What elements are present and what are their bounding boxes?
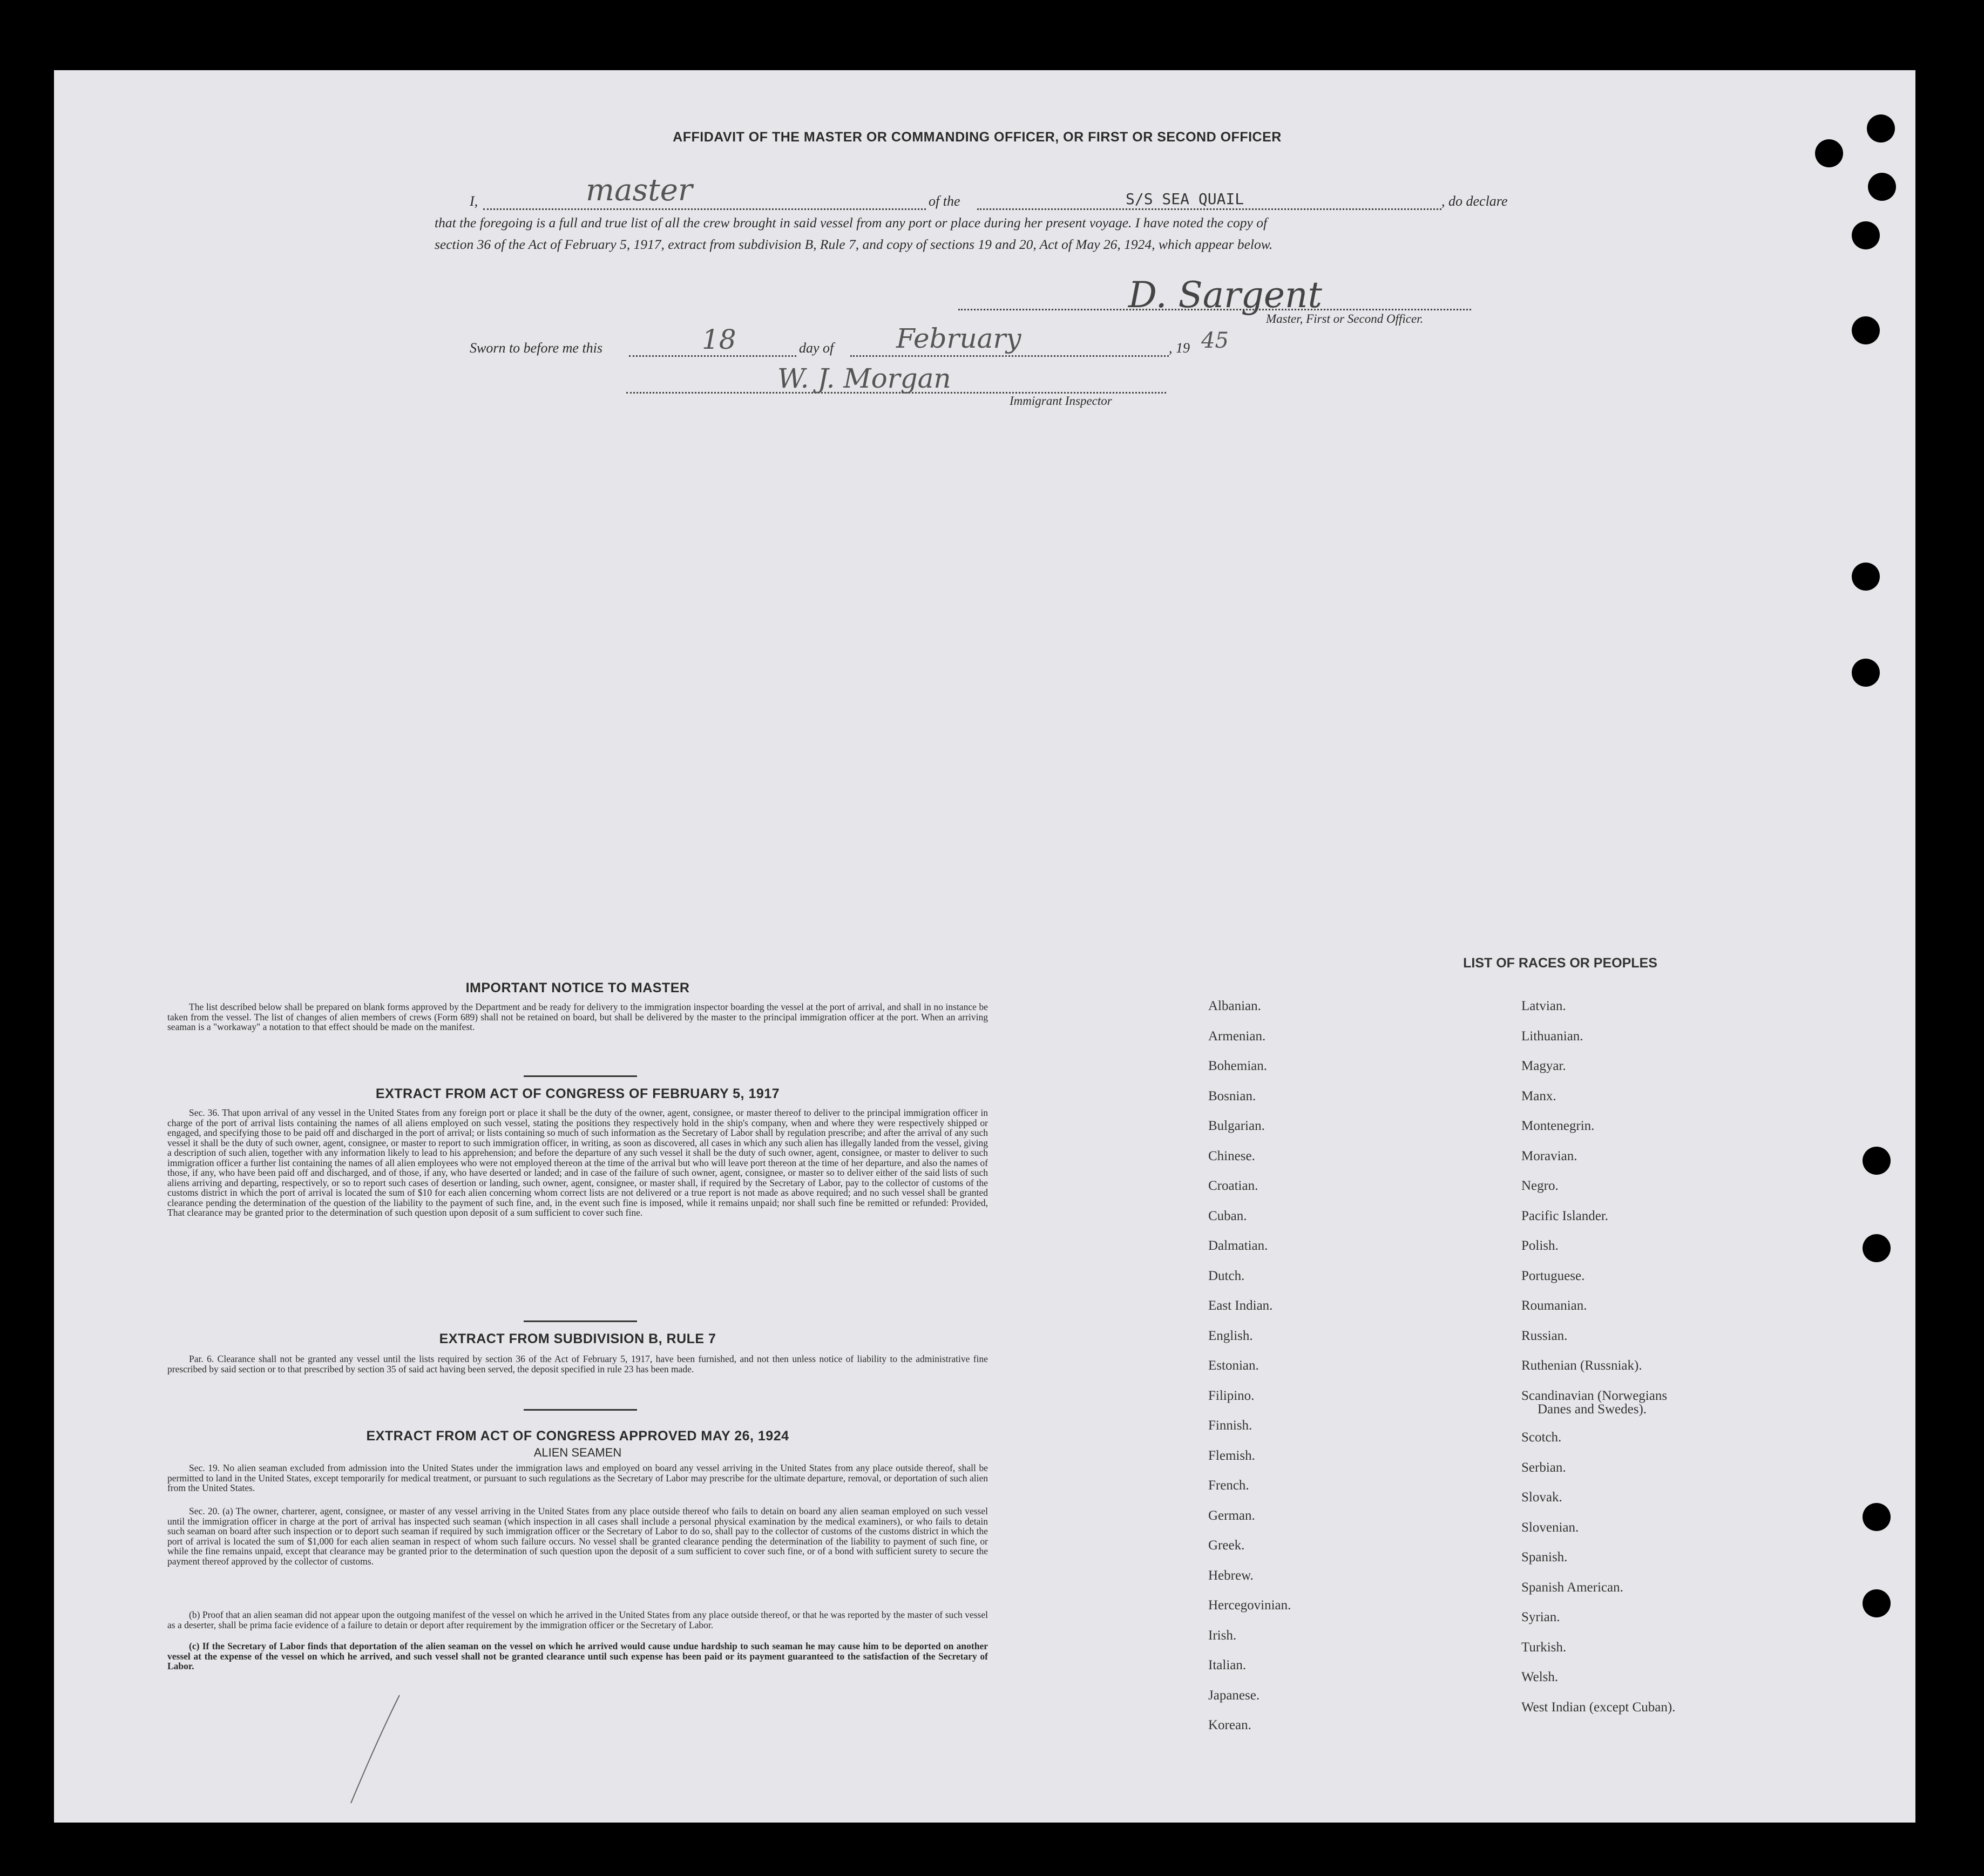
binder-hole xyxy=(1867,114,1895,143)
binder-hole xyxy=(1868,173,1896,201)
race-item: Slovak. xyxy=(1521,1490,1562,1505)
binder-hole xyxy=(1863,1503,1891,1531)
affidavit-i-label: I, xyxy=(470,193,478,209)
binder-hole xyxy=(1863,1234,1891,1262)
divider xyxy=(524,1409,637,1411)
race-item: Negro. xyxy=(1521,1179,1559,1193)
race-item: Scandinavian (Norwegians xyxy=(1521,1388,1668,1403)
race-item: French. xyxy=(1208,1478,1249,1493)
binder-hole xyxy=(1815,139,1843,167)
year-prefix: , 19 xyxy=(1169,340,1190,356)
pencil-mark xyxy=(346,1690,410,1809)
sworn-day: 18 xyxy=(702,324,736,355)
sworn-year: 45 xyxy=(1201,328,1229,353)
race-item: West Indian (except Cuban). xyxy=(1521,1699,1676,1715)
notice-body: The list described below shall be prepared on blank forms approved by the Department and be ready for delivery to the immigration inspector boarding the vessel at the port of arrival, and shall in no instance be taken from the vessel. The list of changes of alien members of crews (Form 689) shall not be retained on board, but shall be delivered by the master to the principal immigration officer at the port. When an arriving seaman is a "workaway" a notation to that effect should be made on the manifest. xyxy=(167,1001,988,1032)
race-item: Moravian. xyxy=(1521,1148,1577,1163)
sec-19-body: Sec. 19. No alien seaman excluded from admission into the United States under the immigration laws and employed on board any vessel arriving in the United States from any place outside thereof, shall be permitted to land in the United States, except temporarily for medical treatment, or pursuant to such regulations as the Secretary of Labor may prescribe for the ultimate departure, removal, or deportation of such alien from the United States. xyxy=(167,1462,988,1493)
race-item: Portuguese. xyxy=(1521,1268,1585,1283)
sec-20c-body: (c) If the Secretary of Labor finds that deportation of the alien seaman on the vessel on which he arrived would cause undue hardship to such seaman he may cause him to be deported on another vessel at the expense of the vessel on which he arrived, and such vessel shall not be granted clearance until such expense has been paid or its payment guaranteed to the satisfaction of the Secretary of Labor. xyxy=(167,1641,988,1671)
binder-hole xyxy=(1863,1147,1891,1175)
race-item: Bulgarian. xyxy=(1208,1119,1265,1133)
race-item: Italian. xyxy=(1208,1658,1247,1672)
affidavit-line-2: that the foregoing is a full and true list of all the crew brought in said vessel from any port or place during her present voyage. I have noted the copy of xyxy=(435,215,1268,231)
race-item: Greek. xyxy=(1208,1538,1245,1553)
race-item: Spanish. xyxy=(1521,1550,1568,1565)
race-item: Dalmatian. xyxy=(1208,1238,1268,1253)
sworn-label: Sworn to before me this xyxy=(470,340,603,356)
vessel-name: S/S SEA QUAIL xyxy=(1126,190,1244,208)
extract-1924-title: EXTRACT FROM ACT OF CONGRESS APPROVED MAY 26, 1924 xyxy=(366,1428,789,1444)
race-item: Japanese. xyxy=(1208,1688,1260,1703)
master-signature: D. Sargent xyxy=(1128,274,1322,316)
race-item: Slovenian. xyxy=(1521,1520,1579,1535)
do-declare-label: , do declare xyxy=(1441,193,1508,209)
race-item: Estonian. xyxy=(1208,1358,1259,1373)
race-item: Montenegrin. xyxy=(1521,1119,1595,1133)
binder-hole xyxy=(1852,316,1880,344)
binder-hole xyxy=(1863,1589,1891,1617)
divider xyxy=(524,1075,637,1077)
rule-7-body: Par. 6. Clearance shall not be granted any vessel until the lists required by section 36 of the Act of February 5, 1917, have been furnished, and not then unless notice of liability to the administrative fine prescribed by said section or to that prescribed by section 35 of said act having been served, the deposit specified in rule 23 has been made. xyxy=(167,1353,988,1374)
sworn-month-line xyxy=(850,355,1169,357)
master-handwritten: master xyxy=(586,173,693,208)
race-item: Korean. xyxy=(1208,1718,1251,1732)
race-item: Syrian. xyxy=(1521,1610,1560,1624)
notice-title: IMPORTANT NOTICE TO MASTER xyxy=(465,980,690,995)
race-item: Danes and Swedes). xyxy=(1538,1402,1647,1417)
races-title: LIST OF RACES OR PEOPLES xyxy=(1463,956,1657,971)
race-item: Pacific Islander. xyxy=(1521,1208,1609,1223)
race-item: Spanish American. xyxy=(1521,1580,1623,1595)
race-item: Armenian. xyxy=(1208,1028,1266,1044)
race-item: Bosnian. xyxy=(1208,1088,1256,1103)
race-item: Russian. xyxy=(1521,1328,1568,1343)
race-item: Ruthenian (Russniak). xyxy=(1521,1358,1642,1373)
extract-1917-title: EXTRACT FROM ACT OF CONGRESS OF FEBRUARY 5, 1917 xyxy=(375,1086,780,1101)
sec-20b-body: (b) Proof that an alien seaman did not appear upon the outgoing manifest of the vessel on which he arrived in the United States from any place outside thereof, or that he was reported by the master of such vessel as a deserter, shall be prima facie evidence of a failure to detain or deport after requirement by the immigration officer or the Secretary of Labor. xyxy=(167,1609,988,1630)
affidavit-line-3: section 36 of the Act of February 5, 1917, extract from subdivision B, Rule 7, and copy of sections 19 and 20, Act of May 26, 1924, which appear below. xyxy=(435,236,1273,252)
race-item: East Indian. xyxy=(1208,1298,1273,1313)
race-item: Manx. xyxy=(1521,1088,1556,1103)
race-item: Scotch. xyxy=(1521,1430,1562,1445)
race-item: Turkish. xyxy=(1521,1640,1567,1655)
race-item: Roumanian. xyxy=(1521,1298,1587,1313)
race-item: Cuban. xyxy=(1208,1208,1247,1223)
rule-7-title: EXTRACT FROM SUBDIVISION B, RULE 7 xyxy=(439,1331,716,1346)
race-item: Bohemian. xyxy=(1208,1059,1268,1073)
affidavit-title: AFFIDAVIT OF THE MASTER OR COMMANDING OFFICER, OR FIRST OR SECOND OFFICER xyxy=(673,130,1282,145)
race-item: Croatian. xyxy=(1208,1179,1258,1193)
vessel-name-line xyxy=(977,208,1441,210)
race-item: English. xyxy=(1208,1328,1253,1343)
inspector-caption: Immigrant Inspector xyxy=(1010,394,1112,408)
race-item: Hebrew. xyxy=(1208,1568,1254,1583)
binder-hole xyxy=(1852,563,1880,591)
master-name-line xyxy=(483,208,926,210)
race-item: Lithuanian. xyxy=(1521,1028,1583,1044)
form-sheet xyxy=(54,70,1915,1823)
race-item: Magyar. xyxy=(1521,1059,1566,1073)
race-item: Flemish. xyxy=(1208,1448,1255,1463)
extract-1917-body: Sec. 36. That upon arrival of any vessel in the United States from any foreign port or place it shall be the duty of the owner, agent, consignee, or master thereof to deliver to the principal immigration officer in charge of the port of arrival lists containing the names of all aliens employed on such vessel, stating the positions they respectively hold in the ship's company, when and where they were respectively shipped or engaged, and specifying those to be paid off and discharged in the port of arrival; or lists containing so much of such information as the Secretary of Labor shall by regulation prescribe; and after the arrival of any such vessel it shall be the duty of such owner, agent, consignee, or master to report to such immigration officer, in writing, as soon as discovered, all cases in which any such alien has illegally landed from the vessel, giving a description of such alien, together with any information likely to lead to his apprehension; and before the departure of any such vessel it shall be the duty of such owner, agent, consignee, or master to deliver to such immigration officer a further list containing the names of all alien employees who were not employed thereon at the time of the arrival but who will leave port thereon at the time of her departure, and also the names of those, if any, who have been paid off and discharged, and of those, if any, who have deserted or landed; and in case of the failure of such owner, agent, consignee, or master so to deliver either of the said lists of such aliens arriving and departing, respectively, or so to report such cases of desertion or landing, such owner, agent, consignee, or master shall, if required by the Secretary of Labor, pay to the collector of customs of the customs district in which the port of arrival is located the sum of $10 for each alien concerning whom correct lists are not delivered or a true report is not made as above required; and no such vessel shall be granted clearance pending the determination of the question of the liability to the payment of such fine, and, in the event such fine is imposed, while it remains unpaid; nor shall such fine be remitted or refunded: Provided, That clearance may be granted prior to the determination of such question upon deposit of a sum sufficient to cover such fine. xyxy=(167,1107,988,1218)
extract-1924-subtitle: ALIEN SEAMEN xyxy=(533,1446,622,1459)
binder-hole xyxy=(1852,659,1880,687)
race-item: Hercegovinian. xyxy=(1208,1598,1291,1613)
binder-hole xyxy=(1852,221,1880,249)
race-item: Serbian. xyxy=(1521,1460,1566,1475)
race-item: Dutch. xyxy=(1208,1268,1245,1283)
race-item: Filipino. xyxy=(1208,1388,1255,1403)
sworn-day-line xyxy=(629,355,796,357)
day-of-label: day of xyxy=(799,340,834,356)
sworn-month: February xyxy=(896,323,1021,354)
race-item: Polish. xyxy=(1521,1238,1559,1253)
race-item: Latvian. xyxy=(1521,999,1566,1013)
race-item: Chinese. xyxy=(1208,1148,1255,1163)
race-item: German. xyxy=(1208,1508,1255,1523)
sec-20a-body: Sec. 20. (a) The owner, charterer, agent, consignee, or master of any vessel arriving in the United States from any place outside thereof who fails to detain on board any alien seaman employed on such vessel until the immigration officer in charge at the port of arrival has inspected such seaman (which inspection in all cases shall include a personal physical examination by the medical examiners), or who fails to detain such seaman on board after such inspection or to deport such seaman if required by such immigration officer or the Secretary of Labor to do so, shall pay to the collector of customs of the customs district in which the port of arrival is located the sum of $1,000 for each alien seaman in respect of whom such failure occurs. No vessel shall be granted clearance pending the determination of the liability to payment of such fine, or while the fine remains unpaid, except that clearance may be granted prior to the determination of such question upon the deposit of a sum sufficient to cover such fine, or of a bond with sufficient surety to secure the payment thereof approved by the collector of customs. xyxy=(167,1506,988,1567)
race-item: Irish. xyxy=(1208,1628,1237,1643)
race-item: Welsh. xyxy=(1521,1670,1559,1684)
signature-caption: Master, First or Second Officer. xyxy=(1266,312,1424,326)
of-the-label: of the xyxy=(929,193,960,209)
inspector-signature: W. J. Morgan xyxy=(777,363,951,394)
divider xyxy=(524,1320,637,1322)
race-item: Finnish. xyxy=(1208,1418,1252,1433)
race-item: Albanian. xyxy=(1208,999,1261,1013)
